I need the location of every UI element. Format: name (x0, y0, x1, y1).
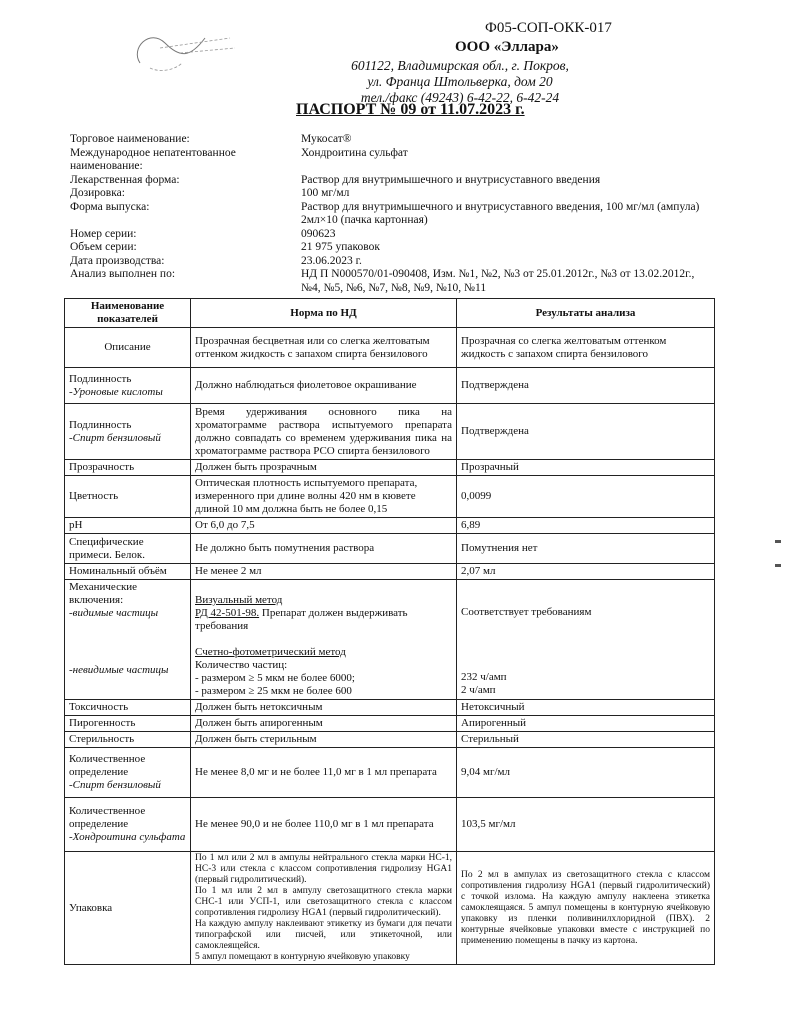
row-name: Пирогенность (65, 716, 191, 732)
row-norm: Должен быть прозрачным (191, 460, 457, 476)
info-row (70, 133, 710, 147)
row-result: 0,0099 (457, 476, 715, 518)
row-norm: Не менее 2 мл (191, 564, 457, 580)
spacer (69, 620, 186, 664)
row-result: Прозрачная со слегка желтоватым оттенком жидкость с запахом спирта бензилового (457, 328, 715, 368)
row-name-cell (65, 798, 191, 852)
table-row (65, 700, 715, 716)
info-label: Дозировка: (70, 187, 125, 199)
row-name: Стерильность (65, 732, 191, 748)
table-row (65, 732, 715, 748)
particle-limit-5: - размером ≥ 5 мкм не более 6000; (195, 672, 355, 684)
info-label: Международное непатентованное наименование: (70, 146, 236, 172)
rd-reference: РД 42-501-98. (195, 607, 260, 619)
row-result: 2,07 мл (457, 564, 715, 580)
table-row (65, 476, 715, 518)
scan-mark (775, 564, 781, 567)
info-row (70, 201, 710, 228)
row-name: Подлинность (69, 372, 132, 385)
row-name: Количественное определение (69, 753, 146, 778)
row-result: Подтверждена (457, 368, 715, 404)
table-row (65, 368, 715, 404)
row-norm: Не менее 8,0 мг и не более 11,0 мг в 1 мл препарата (191, 748, 457, 798)
info-value: Мукосат® (301, 133, 352, 145)
visual-method-title: Визуальный метод (195, 594, 283, 606)
table-row (65, 518, 715, 534)
info-label: Объем серии: (70, 241, 137, 253)
counting-method-title: Счетно-фотометрический метод (195, 646, 346, 658)
header-indicator: Наименование показателей (65, 299, 191, 328)
table-row (65, 748, 715, 798)
table-row (65, 404, 715, 460)
row-name-cell (65, 368, 191, 404)
info-value: 100 мг/мл (301, 187, 350, 199)
row-result: По 2 мл в ампулах из светозащитного стекла с классом сопротивления гидролизу HGA1 (первый гидролитический) с точкой излома. На каждую ампулу наклеена этикетка самоклеящаяся. 5 ампул помещены в контурную ячейковую упаковку из пленки поливинилхлоридной (ПВХ). 2 контурные ячейковые упаковки вместе с инструкцией по применению помещены в пачку из картона. (457, 852, 715, 965)
row-subname: -Спирт бензиловый (69, 779, 161, 791)
info-label: Торговое наименование: (70, 133, 190, 145)
table-row (65, 328, 715, 368)
particles-25-result: 2 ч/амп (461, 684, 496, 696)
row-name: Упаковка (65, 852, 191, 965)
table-row (65, 534, 715, 564)
signature-scribble (120, 18, 250, 78)
row-norm: Прозрачная бесцветная или со слегка желтоватым оттенком жидкость с запахом спирта бензилового (191, 328, 457, 368)
row-norm: Должен быть апирогенным (191, 716, 457, 732)
row-name: Подлинность (69, 418, 132, 431)
row-result: 6,89 (457, 518, 715, 534)
info-label: Номер серии: (70, 227, 137, 240)
row-norm: Не менее 90,0 и не более 110,0 мг в 1 мл препарата (191, 798, 457, 852)
row-name-cell (65, 580, 191, 700)
row-name: Количественное определение (69, 805, 146, 830)
table-row-packaging (65, 852, 715, 965)
row-result: Нетоксичный (457, 700, 715, 716)
scan-mark (775, 540, 781, 543)
table-row (65, 798, 715, 852)
header-result: Результаты анализа (457, 299, 715, 328)
row-name: Описание (65, 328, 191, 368)
info-value: 090623 (301, 227, 336, 240)
row-norm: По 1 мл или 2 мл в ампулы нейтрального стекла марки НС-1, НС-3 или стекла с классом сопротивления гидролизу HGA1 (первый гидролитический). По 1 мл или 2 мл в ампулу светозащитного стекла марки СНС-1 или УСП-1, или светозащитного стекла с классом сопротивления гидролизу HGA1 (первый гидролитический). На каждую ампулу наклеивают этикетку из бумаги для печати типографской или писчей, или этикеточной, или самоклеящейся. 5 ампул помещают в контурную ячейковую упаковку (191, 852, 457, 965)
passport-title: ПАСПОРТ № 09 от 11.07.2023 г. (296, 101, 525, 118)
table-row (65, 716, 715, 732)
row-norm-cell (191, 580, 457, 700)
row-name: Специфические примеси. Белок. (65, 534, 191, 564)
row-subname-invisible: -невидимые частицы (69, 664, 169, 676)
info-row (70, 147, 710, 174)
spacer (461, 619, 710, 671)
company-name: ООО «Эллара» (455, 39, 559, 55)
row-result: Стерильный (457, 732, 715, 748)
row-result-cell (457, 580, 715, 700)
row-name: pH (65, 518, 191, 534)
info-value: Раствор для внутримышечного и внутрисуставного введения (301, 173, 601, 186)
table-row-mechanical (65, 580, 715, 700)
row-name: Токсичность (65, 700, 191, 716)
info-row (70, 268, 710, 295)
row-result: Апирогенный (457, 716, 715, 732)
info-label: Лекарственная форма: (70, 173, 180, 186)
spacer (195, 633, 452, 646)
row-subname: -Спирт бензиловый (69, 431, 161, 444)
row-name: Номинальный объём (65, 564, 191, 580)
row-norm: Время удерживания основного пика на хроматограмме раствора испытуемого препарата должно совпадать со временем удерживания пика на хроматограмме раствора РСО спирта бензилового (191, 404, 457, 460)
document-code: Ф05-СОП-ОКК-017 (485, 20, 612, 36)
info-label: Дата производства: (70, 254, 165, 267)
row-result: Помутнения нет (457, 534, 715, 564)
row-name-cell (65, 748, 191, 798)
particle-count-label: Количество частиц: (195, 659, 288, 671)
row-name-cell (65, 404, 191, 460)
row-result: 9,04 мг/мл (457, 748, 715, 798)
row-norm: Должен быть нетоксичным (191, 700, 457, 716)
row-name: Прозрачность (65, 460, 191, 476)
table-row (65, 460, 715, 476)
table-header-row (65, 299, 715, 328)
info-value: Раствор для внутримышечного и внутрисуставного введения, 100 мг/мл (ампула) 2мл×10 (пачка картонная) (301, 200, 700, 226)
row-norm: Должен быть стерильным (191, 732, 457, 748)
info-label: Форма выпуска: (70, 200, 150, 213)
row-subname: -Хондроитина сульфата (69, 831, 186, 843)
row-norm: Должно наблюдаться фиолетовое окрашивание (191, 368, 457, 404)
visual-method-text (195, 607, 452, 633)
row-name: Цветность (65, 476, 191, 518)
info-value: 21 975 упаковок (301, 241, 380, 253)
info-label: Анализ выполнен по: (70, 268, 176, 280)
row-result: Подтверждена (457, 404, 715, 460)
row-norm: От 6,0 до 7,5 (191, 518, 457, 534)
row-norm: Оптическая плотность испытуемого препарата, измеренного при длине волны 420 нм в кювете длиной 10 мм должна быть не более 0,15 (191, 476, 457, 518)
info-row (70, 174, 710, 188)
row-name: Механические включения: (69, 581, 138, 606)
row-result: Прозрачный (457, 460, 715, 476)
row-result: 103,5 мг/мл (457, 798, 715, 852)
info-row (70, 187, 710, 201)
visual-result: Соответствует требованиям (461, 606, 592, 618)
particle-limit-25: - размером ≥ 25 мкм не более 600 (195, 685, 352, 697)
row-subname: -Уроновые кислоты (69, 385, 163, 398)
row-norm: Не должно быть помутнения раствора (191, 534, 457, 564)
info-value: Хондроитина сульфат (301, 146, 408, 159)
info-value: 23.06.2023 г. (301, 254, 362, 267)
address-line-2: ул. Франца Штольверка, дом 20 (367, 74, 553, 89)
visual-method-norm: Препарат должен выдерживать требования (195, 607, 408, 632)
address-line-3: тел./факс (49243) 6-42-22, 6-42-24 (360, 90, 560, 105)
info-value: НД П N000570/01-090408, Изм. №1, №2, №3 от 25.01.2012г., №3 от 13.02.2012г., №4, №5, №6, №7, №8, №9, №10, №11 (301, 268, 695, 294)
info-row (70, 228, 710, 242)
product-info (70, 133, 710, 295)
info-row (70, 241, 710, 255)
row-subname-visible: -видимые частицы (69, 607, 159, 619)
particles-5-result: 232 ч/амп (461, 671, 507, 683)
table-row (65, 564, 715, 580)
header-norm: Норма по НД (191, 299, 457, 328)
address-line-1: 601122, Владимирская обл., г. Покров, (351, 58, 569, 73)
info-row (70, 255, 710, 269)
analysis-table (64, 298, 715, 965)
